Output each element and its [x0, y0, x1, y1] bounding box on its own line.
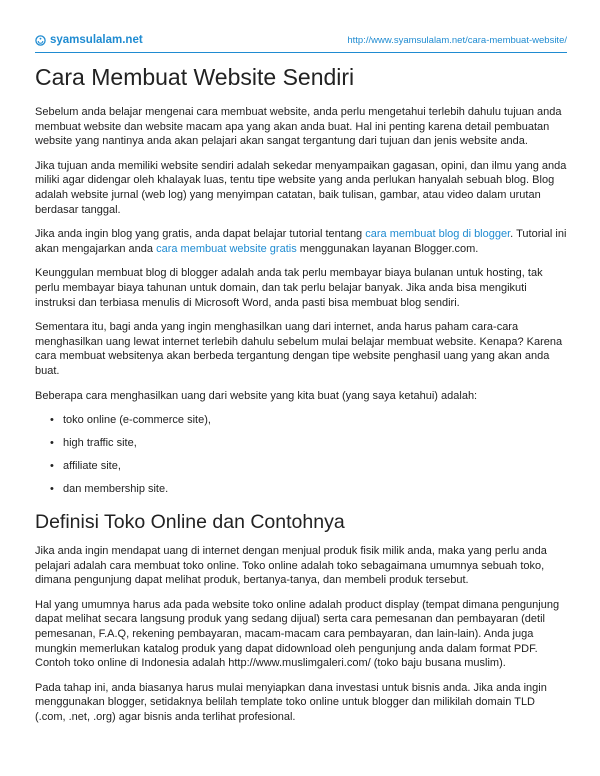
site-brand[interactable] [35, 34, 143, 46]
bullet-icon: • [50, 437, 54, 450]
paragraph-3-text-b: . Tutorial ini akan mengajarkan anda [35, 228, 567, 255]
paragraph-6: Beberapa cara menghasilkan uang dari website yang kita buat (yang saya ketahui) adalah: [35, 389, 478, 402]
paragraph-5: Sementara itu, bagi anda yang ingin menghasilkan uang dari internet, anda harus paham cara-cara menghasilkan uang lewat internet terlebih dahulu sebelum mulai belajar membuat website. Kenapa? Karena cara membuat websitenya akan berbeda tergantung dengan tipe website penghasil uang yang akan anda buat. [35, 321, 563, 377]
site-logo-icon [35, 35, 46, 46]
site-name: syamsulalam.net [50, 34, 143, 46]
list-item-text: affiliate site, [63, 460, 121, 473]
page-header [35, 34, 567, 52]
paragraph-3-text-c: menggunakan layanan Blogger.com. [296, 242, 479, 255]
list-item [50, 436, 567, 450]
bullet-icon: • [50, 414, 54, 427]
paragraph-2: Jika tujuan anda memiliki website sendiri adalah sekedar menyampaikan gagasan, opini, dan ilmu yang anda miliki agar didengar oleh khalayak luas, tentu tipe website yang anda perlukan hanyalah sebuah blog. Blog adalah website jurnal (web log) yang menyimpan catatan, baik tulisan, gambar, atau video dalam urutan berdasar tanggal. [35, 159, 567, 216]
paragraph-7: Jika anda ingin mendapat uang di internet dengan menjual produk fisik milik anda, maka yang perlu anda pelajari adalah cara membuat toko online. Toko online adalah toko sebagaimana umumnya sebuah toko, dimana pengunjung dapat melihat produk, bertanya-tanya, dan membeli produk tersebut. [35, 545, 547, 587]
article-body [35, 63, 567, 735]
money-methods-list [35, 413, 567, 496]
blogger-tutorial-link[interactable]: cara membuat blog di blogger [365, 228, 511, 241]
paragraph-3 [35, 227, 567, 256]
paragraph-9: Pada tahap ini, anda biasanya harus mulai menyiapkan dana investasi untuk bisnis anda. Jika anda ingin menggunakan blogger, setidaknya belilah template toko online untuk blogger dan milikilah domain TLD (.com, .net, .org) agar bisnis anda terlihat profesional. [35, 681, 547, 724]
list-item [50, 482, 567, 496]
paragraph-8: Hal yang umumnya harus ada pada website toko online adalah product display (tempat dimana pengunjung dapat melihat secara langsung produk yang sedang dijual) serta cara pemesanan dan pembayaran (detil pemesanan, F.A.Q, rekening pembayaran, macam-macam cara pembayaran, dan lain-lain). Anda juga mungkin memerlukan katalog produk yang dapat didownload oleh pengunjung anda dalam format PDF. Contoh toko online di Indonesia adalah http://www.muslimgaleri.com/ (toko baju busana muslim). [35, 598, 560, 670]
paragraph-1: Sebelum anda belajar mengenai cara membuat website, anda perlu mengetahui terlebih dahulu tujuan anda membuat website dan website macam apa yang akan anda buat. Hal ini penting karena detail pembuatan website yang nantinya anda akan pelajari akan sangat tergantung dari tujuan dan jenis website anda. [35, 106, 562, 148]
bullet-icon: • [50, 460, 54, 473]
list-item [50, 459, 567, 473]
bullet-icon: • [50, 483, 54, 496]
list-item-text: high traffic site, [63, 437, 137, 450]
list-item-text: toko online (e-commerce site), [63, 414, 211, 427]
page-url-link[interactable]: http://www.syamsulalam.net/cara-membuat-website/ [347, 35, 567, 46]
article-title: Cara Membuat Website Sendiri [35, 64, 355, 90]
list-item [50, 413, 567, 427]
list-item-text: dan membership site. [63, 483, 169, 496]
section-heading: Definisi Toko Online dan Contohnya [35, 511, 345, 534]
paragraph-4: Keunggulan membuat blog di blogger adalah anda tak perlu membayar biaya bulanan untuk hosting, tak perlu membayar biaya tahunan untuk domain, dan tak perlu belajar banyak. Jika anda bisa mengikuti instruksi dan terbiasa menulis di Microsoft Word, anda pasti bisa membuat blog sendiri. [35, 267, 543, 309]
header-divider [35, 52, 567, 53]
paragraph-3-text-a: Jika anda ingin blog yang gratis, anda dapat belajar tutorial tentang [35, 228, 366, 241]
free-website-link[interactable]: cara membuat website gratis [156, 242, 297, 255]
